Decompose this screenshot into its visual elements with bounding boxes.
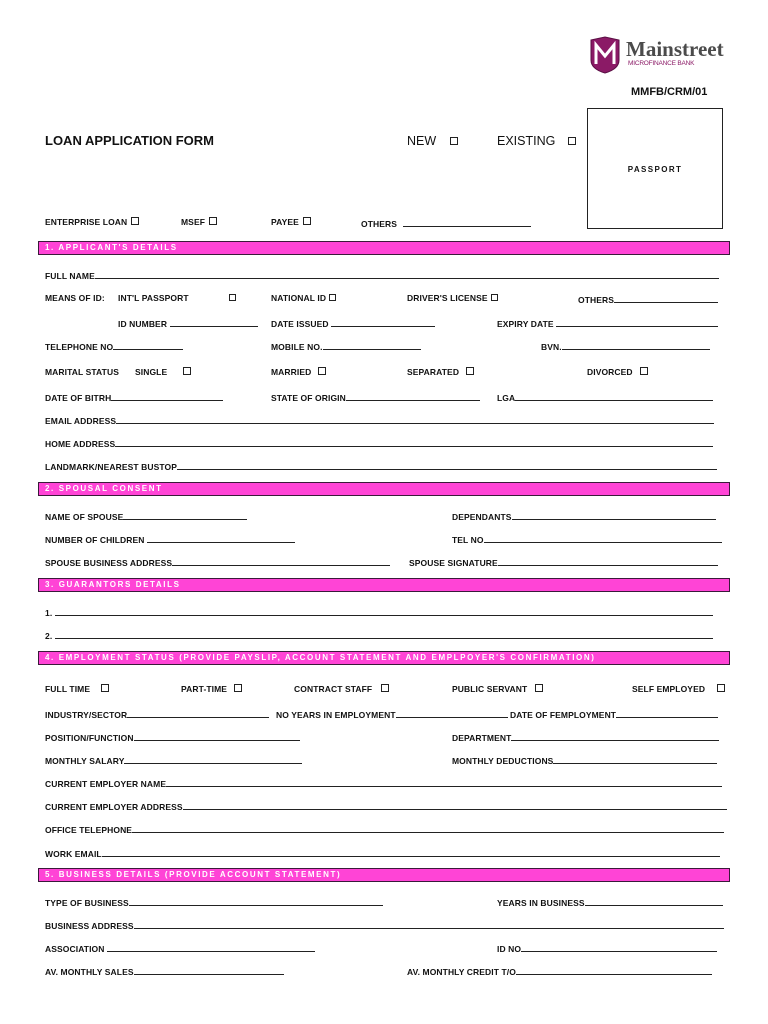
monthly-sales-field[interactable] xyxy=(134,965,284,975)
status-existing-label: EXISTING xyxy=(497,134,556,148)
id-national-id[interactable] xyxy=(271,293,336,303)
telephone-field[interactable] xyxy=(113,340,183,350)
guarantor-2-label: 2. xyxy=(45,631,53,641)
home-address-row xyxy=(45,437,713,449)
association-field[interactable] xyxy=(107,942,315,952)
department-field[interactable] xyxy=(511,731,719,741)
employer-name-row xyxy=(45,777,722,789)
means-of-id-label: MEANS OF ID: xyxy=(45,293,105,303)
id-no-field[interactable] xyxy=(521,942,717,952)
part-time-checkbox[interactable] xyxy=(234,684,242,692)
section-5-title: 5. BUSINESS DETAILS (PROVIDE ACCOUNT STATEMENT) xyxy=(45,870,342,879)
dob-field[interactable] xyxy=(111,391,223,401)
state-origin-label: STATE OF ORIGIN xyxy=(271,393,346,403)
separated-checkbox[interactable] xyxy=(466,367,474,375)
guarantor-2-field[interactable] xyxy=(55,629,713,639)
section-4-title: 4. EMPLOYMENT STATUS (PROVIDE PAYSLIP, ACCOUNT STATEMENT AND EMPLPOYER'S CONFIRMATION) xyxy=(45,653,596,662)
mobile-label: MOBILE NO. xyxy=(271,342,323,352)
drivers-license-label: DRIVER'S LICENSE xyxy=(407,293,488,303)
monthly-credit-label: AV. MONTHLY CREDIT T/O xyxy=(407,967,516,977)
spouse-tel-row xyxy=(452,533,722,545)
loan-type-payee[interactable] xyxy=(271,217,311,227)
part-time-label: PART-TIME xyxy=(181,684,228,694)
children-label: NUMBER OF CHILDREN xyxy=(45,535,145,545)
years-business-label: YEARS IN BUSINESS xyxy=(497,898,585,908)
employer-name-field[interactable] xyxy=(166,777,722,787)
passport-photo-box[interactable] xyxy=(587,108,723,229)
department-label: DEPARTMENT xyxy=(452,733,512,743)
spouse-signature-label: SPOUSE SIGNATURE xyxy=(409,558,498,568)
expiry-date-label: EXPIRY DATE xyxy=(497,319,554,329)
date-issued-field[interactable] xyxy=(331,317,435,327)
business-type-field[interactable] xyxy=(129,896,383,906)
department-row xyxy=(452,731,719,743)
full-name-label: FULL NAME xyxy=(45,271,95,281)
employer-address-field[interactable] xyxy=(183,800,727,810)
telephone-label: TELEPHONE NO xyxy=(45,342,114,352)
marital-status-label: MARITAL STATUS xyxy=(45,367,119,377)
bvn-label: BVN. xyxy=(541,342,562,352)
deductions-label: MONTHLY DEDUCTIONS xyxy=(452,756,554,766)
date-employment-field[interactable] xyxy=(616,708,718,718)
mobile-row xyxy=(271,340,421,352)
date-issued-row xyxy=(271,317,435,329)
married-checkbox[interactable] xyxy=(318,367,326,375)
full-time-checkbox[interactable] xyxy=(101,684,109,692)
guarantor-1-field[interactable] xyxy=(55,606,713,616)
drivers-license-checkbox[interactable] xyxy=(491,294,498,301)
work-email-label: WORK EMAIL xyxy=(45,849,102,859)
email-field[interactable] xyxy=(116,414,714,424)
mobile-field[interactable] xyxy=(323,340,421,350)
id-number-label: ID NUMBER xyxy=(118,319,168,329)
spouse-signature-field[interactable] xyxy=(498,556,718,566)
guarantor-1-row xyxy=(45,606,713,618)
home-address-label: HOME ADDRESS xyxy=(45,439,116,449)
id-number-field[interactable] xyxy=(170,317,258,327)
salary-label: MONTHLY SALARY xyxy=(45,756,125,766)
emp-public-servant[interactable] xyxy=(452,684,543,694)
loan-type-msef[interactable] xyxy=(181,217,217,227)
email-row xyxy=(45,414,714,426)
passport-label: PASSPORT xyxy=(627,165,683,174)
status-existing-checkbox[interactable] xyxy=(568,137,576,145)
position-field[interactable] xyxy=(134,731,300,741)
emp-self-employed[interactable] xyxy=(632,684,725,694)
spouse-business-row xyxy=(45,556,390,568)
national-id-checkbox[interactable] xyxy=(329,294,336,301)
bvn-field[interactable] xyxy=(562,340,710,350)
section-employment xyxy=(38,651,730,665)
loan-type-enterprise[interactable] xyxy=(45,217,139,227)
years-employment-label: NO YEARS IN EMPLOYMENT xyxy=(276,710,396,720)
deductions-row xyxy=(452,754,717,766)
salary-row xyxy=(45,754,302,766)
msef-checkbox[interactable] xyxy=(209,217,217,225)
public-servant-label: PUBLIC SERVANT xyxy=(452,684,528,694)
marital-separated[interactable] xyxy=(407,367,474,377)
home-address-field[interactable] xyxy=(115,437,713,447)
spouse-tel-label: TEL NO xyxy=(452,535,484,545)
logo-name: Mainstreet xyxy=(626,37,724,61)
employer-name-label: CURRENT EMPLOYER NAME xyxy=(45,779,167,789)
telephone-row xyxy=(45,340,183,352)
association-row xyxy=(45,942,315,954)
contract-checkbox[interactable] xyxy=(381,684,389,692)
monthly-sales-label: AV. MONTHLY SALES xyxy=(45,967,134,977)
office-telephone-field[interactable] xyxy=(132,823,724,833)
landmark-label: LANDMARK/NEAREST BUSTOP xyxy=(45,462,178,472)
payee-label: PAYEE xyxy=(271,217,299,227)
loan-type-others[interactable] xyxy=(361,217,531,229)
state-origin-field[interactable] xyxy=(346,391,480,401)
lga-label: LGA xyxy=(497,393,516,403)
payee-checkbox[interactable] xyxy=(303,217,311,225)
spouse-business-field[interactable] xyxy=(172,556,390,566)
dob-row xyxy=(45,391,223,403)
date-employment-row xyxy=(510,708,718,720)
business-address-label: BUSINESS ADDRESS xyxy=(45,921,134,931)
self-employed-label: SELF EMPLOYED xyxy=(632,684,706,694)
id-no-label: ID NO xyxy=(497,944,522,954)
office-telephone-label: OFFICE TELEPHONE xyxy=(45,825,133,835)
expiry-date-field[interactable] xyxy=(556,317,718,327)
spouse-name-row xyxy=(45,510,247,522)
state-origin-row xyxy=(271,391,480,403)
national-id-label: NATIONAL ID xyxy=(271,293,327,303)
business-type-row xyxy=(45,896,383,908)
children-field[interactable] xyxy=(147,533,295,543)
monthly-credit-field[interactable] xyxy=(516,965,712,975)
contract-label: CONTRACT STAFF xyxy=(294,684,373,694)
work-email-row xyxy=(45,847,720,859)
section-2-title: 2. SPOUSAL CONSENT xyxy=(45,484,163,493)
logo-tagline: MICROFINANCE BANK xyxy=(628,60,695,67)
status-existing[interactable] xyxy=(497,134,576,148)
years-employment-field[interactable] xyxy=(396,708,508,718)
enterprise-loan-checkbox[interactable] xyxy=(131,217,139,225)
status-new-checkbox[interactable] xyxy=(450,137,458,145)
id-intl-passport[interactable] xyxy=(118,293,236,303)
section-3-title: 3. GUARANTORS DETAILS xyxy=(45,580,181,589)
employer-address-row xyxy=(45,800,727,812)
single-checkbox[interactable] xyxy=(183,367,191,375)
emp-contract[interactable] xyxy=(294,684,389,694)
id-drivers-license[interactable] xyxy=(407,293,498,303)
msef-label: MSEF xyxy=(181,217,206,227)
work-email-field[interactable] xyxy=(102,847,720,857)
association-label: ASSOCIATION xyxy=(45,944,105,954)
office-telephone-row xyxy=(45,823,724,835)
emp-full-time[interactable] xyxy=(45,684,109,694)
full-name-row xyxy=(45,269,719,281)
position-label: POSITION/FUNCTION xyxy=(45,733,134,743)
date-employment-label: DATE OF FEMPLOYMENT xyxy=(510,710,617,720)
dependants-field[interactable] xyxy=(512,510,716,520)
intl-passport-label: INT'L PASSPORT xyxy=(118,293,189,303)
status-new-label: NEW xyxy=(407,134,437,148)
lga-row xyxy=(497,391,713,403)
spouse-name-label: NAME OF SPOUSE xyxy=(45,512,124,522)
spouse-tel-field[interactable] xyxy=(484,533,722,543)
spouse-name-field[interactable] xyxy=(123,510,247,520)
dependants-label: DEPENDANTS xyxy=(452,512,512,522)
section-1-title: 1. APPLICANT'S DETAILS xyxy=(45,243,178,252)
guarantor-1-label: 1. xyxy=(45,608,53,618)
separated-label: SEPARATED xyxy=(407,367,460,377)
section-applicant-details xyxy=(38,241,730,255)
full-time-label: FULL TIME xyxy=(45,684,91,694)
section-guarantors xyxy=(38,578,730,592)
deductions-field[interactable] xyxy=(553,754,717,764)
mainstreet-logo-icon xyxy=(588,36,622,74)
business-address-field[interactable] xyxy=(134,919,724,929)
self-employed-checkbox[interactable] xyxy=(717,684,725,692)
section-business xyxy=(38,868,730,882)
dob-label: DATE OF BITRH xyxy=(45,393,112,403)
salary-field[interactable] xyxy=(124,754,302,764)
business-type-label: TYPE OF BUSINESS xyxy=(45,898,129,908)
landmark-field[interactable] xyxy=(177,460,717,470)
lga-field[interactable] xyxy=(515,391,713,401)
id-others-field[interactable] xyxy=(614,293,718,303)
industry-row xyxy=(45,708,269,720)
others-label: OTHERS xyxy=(361,219,398,229)
years-business-field[interactable] xyxy=(585,896,723,906)
industry-field[interactable] xyxy=(127,708,269,718)
bvn-row xyxy=(541,340,710,352)
status-new[interactable] xyxy=(407,134,458,148)
children-row xyxy=(45,533,295,545)
id-others xyxy=(578,293,718,305)
monthly-sales-row xyxy=(45,965,284,977)
single-label: SINGLE xyxy=(135,367,168,377)
emp-part-time[interactable] xyxy=(181,684,242,694)
intl-passport-checkbox[interactable] xyxy=(229,294,236,301)
id-others-label: OTHERS xyxy=(578,295,615,305)
industry-label: INDUSTRY/SECTOR xyxy=(45,710,128,720)
email-label: EMAIL ADDRESS xyxy=(45,416,117,426)
divorced-checkbox[interactable] xyxy=(640,367,648,375)
id-no-row xyxy=(497,942,717,954)
section-spousal-consent xyxy=(38,482,730,496)
employer-address-label: CURRENT EMPLOYER ADDRESS xyxy=(45,802,183,812)
position-row xyxy=(45,731,300,743)
monthly-credit-row xyxy=(407,965,712,977)
id-number-row xyxy=(118,317,258,329)
landmark-row xyxy=(45,460,717,472)
others-field[interactable] xyxy=(403,217,531,227)
expiry-date-row xyxy=(497,317,718,329)
marital-single[interactable] xyxy=(135,367,191,377)
dependants-row xyxy=(452,510,716,522)
public-servant-checkbox[interactable] xyxy=(535,684,543,692)
divorced-label: DIVORCED xyxy=(587,367,633,377)
marital-married[interactable] xyxy=(271,367,326,377)
full-name-field[interactable] xyxy=(95,269,719,279)
years-employment-row xyxy=(276,708,508,720)
bank-logo xyxy=(588,36,724,76)
married-label: MARRIED xyxy=(271,367,312,377)
years-business-row xyxy=(497,896,723,908)
guarantor-2-row xyxy=(45,629,713,641)
form-title: LOAN APPLICATION FORM xyxy=(45,133,214,148)
marital-divorced[interactable] xyxy=(587,367,648,377)
enterprise-loan-label: ENTERPRISE LOAN xyxy=(45,217,128,227)
date-issued-label: DATE ISSUED xyxy=(271,319,329,329)
business-address-row xyxy=(45,919,724,931)
form-code: MMFB/CRM/01 xyxy=(631,86,708,98)
spouse-business-label: SPOUSE BUSINESS ADDRESS xyxy=(45,558,173,568)
spouse-signature-row xyxy=(409,556,718,568)
